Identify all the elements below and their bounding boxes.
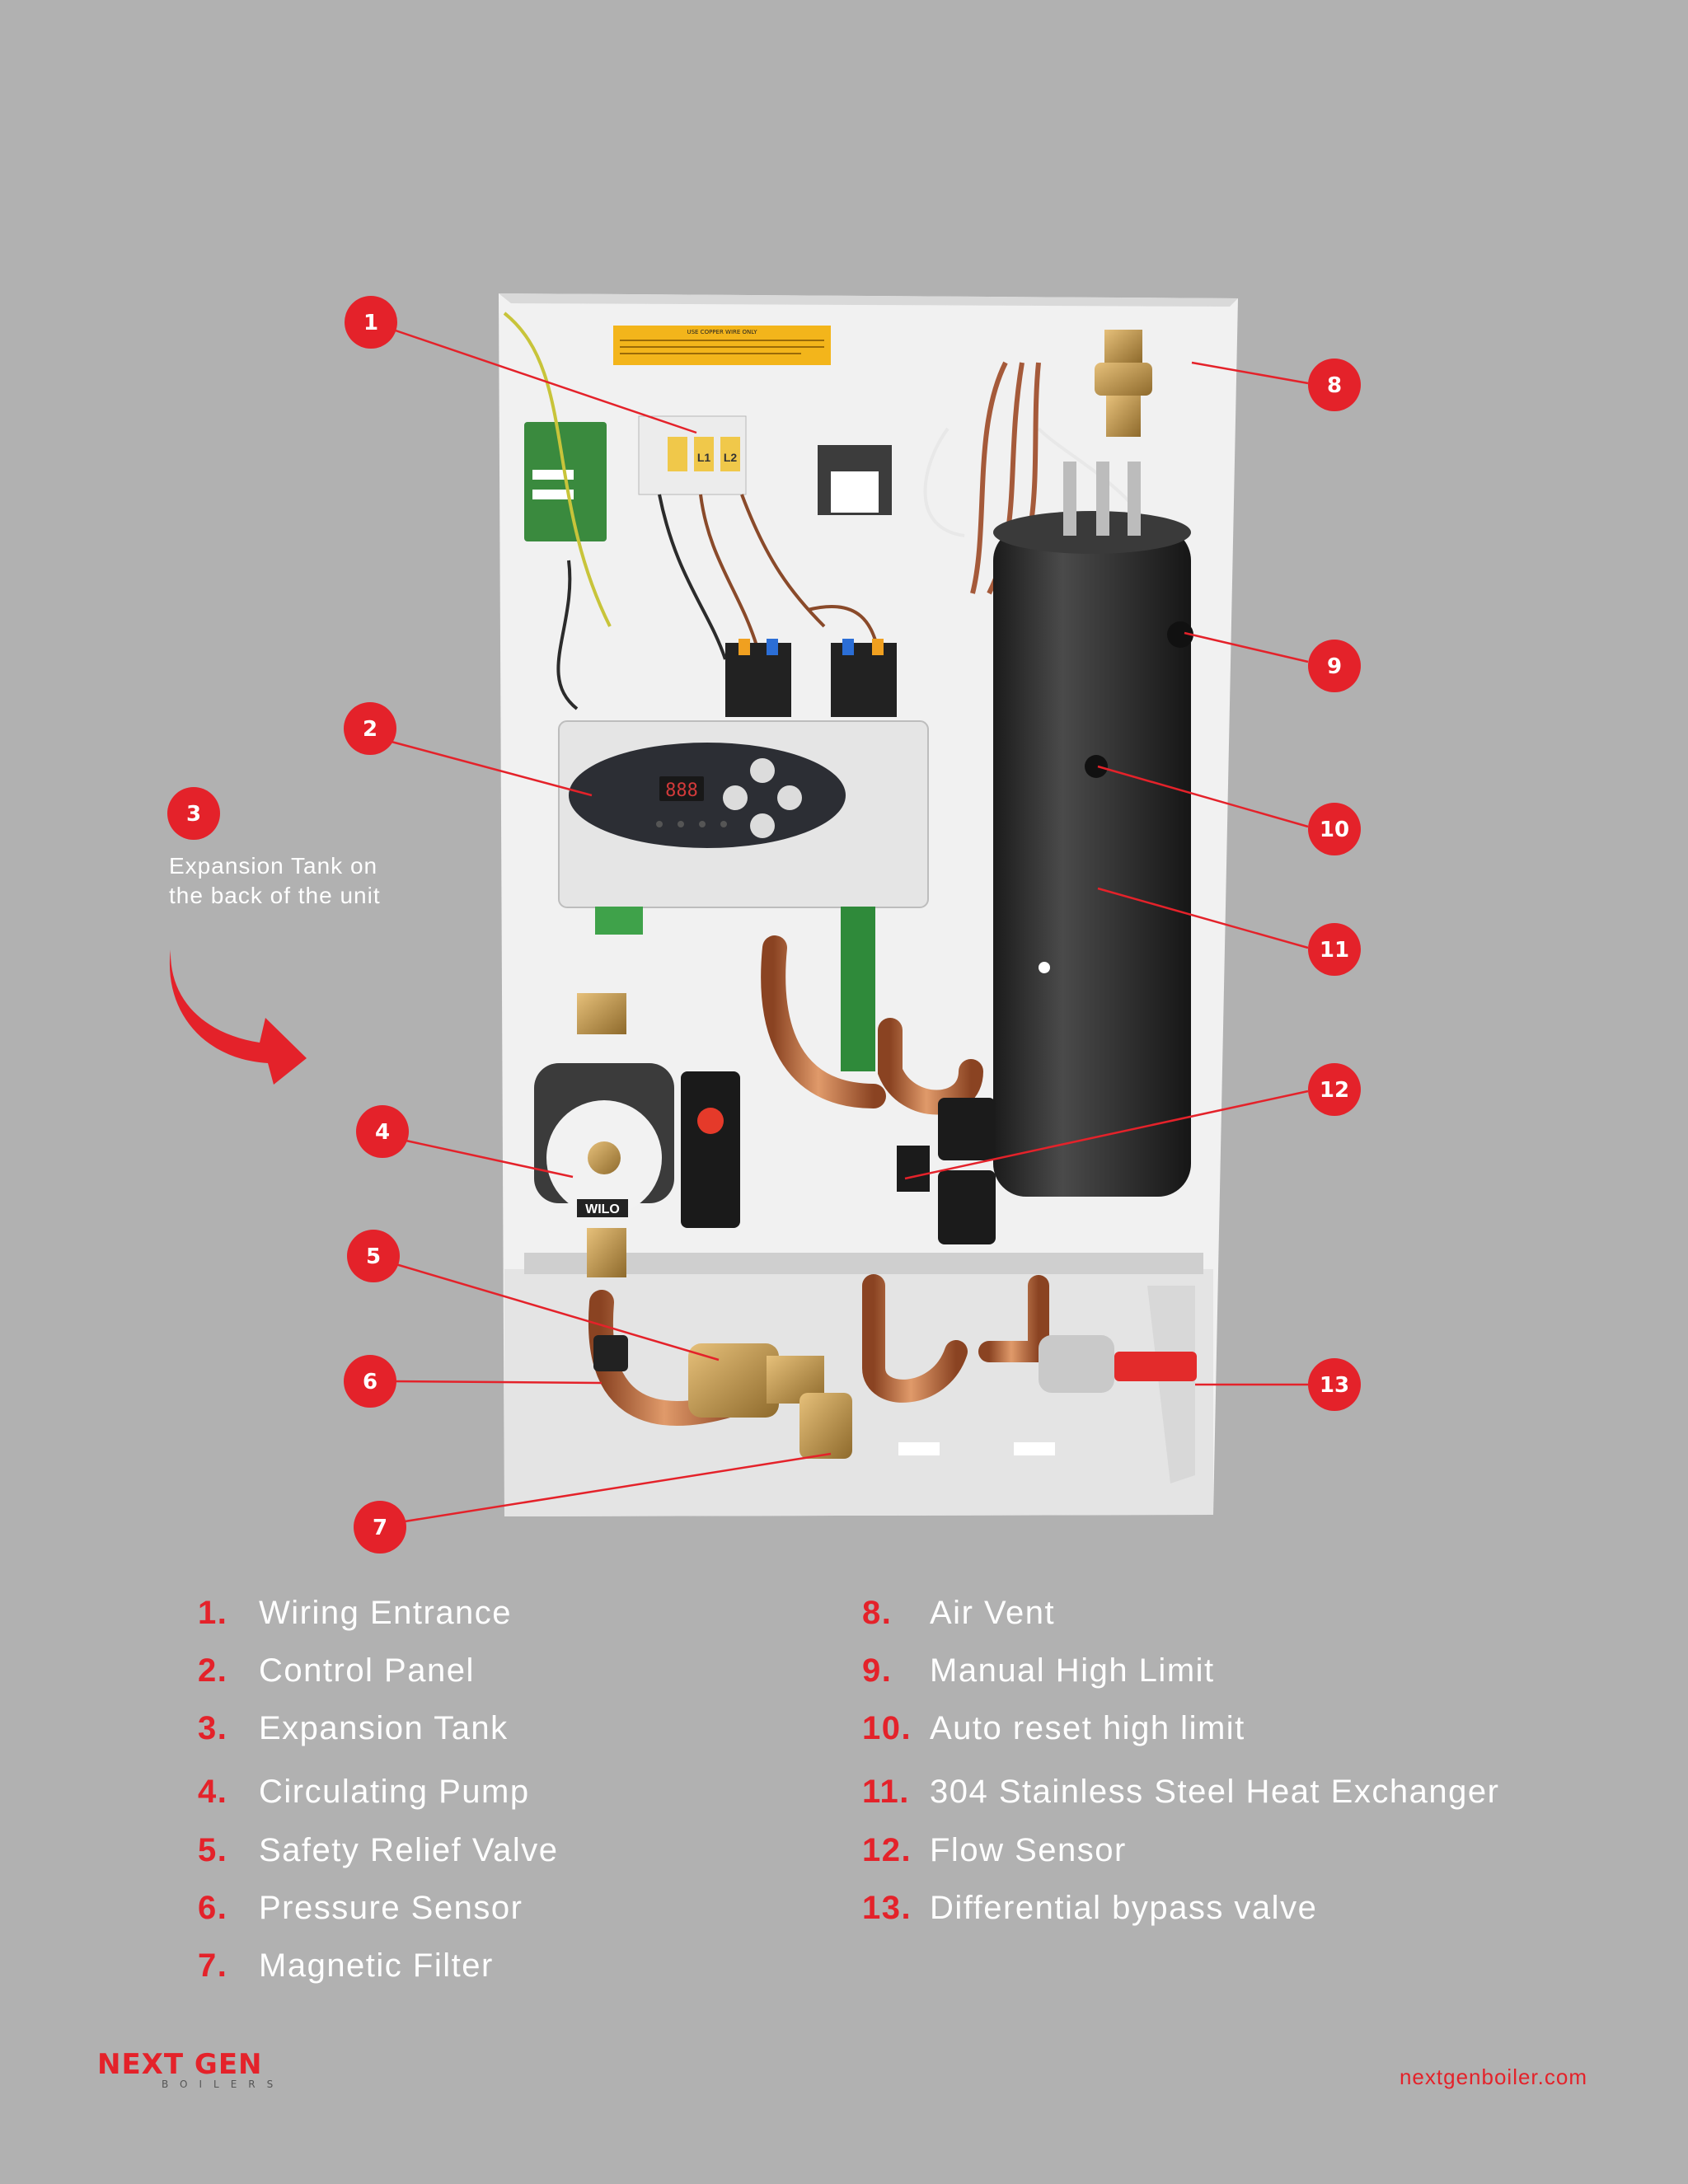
svg-text:11: 11	[1319, 938, 1350, 963]
legend-number: 13.	[862, 1890, 912, 1926]
svg-text:8: 8	[1326, 373, 1343, 398]
svg-text:7: 7	[372, 1516, 388, 1540]
heat-exchanger	[993, 462, 1193, 1197]
legend-item	[198, 1890, 523, 1927]
legend-item	[198, 1947, 494, 1985]
legend-item	[198, 1774, 530, 1811]
legend-number: 10.	[862, 1710, 912, 1746]
website-link[interactable]: nextgenboiler.com	[1399, 2064, 1587, 2089]
brand-tagline: BOILERS	[162, 2079, 285, 2090]
brand-logo	[97, 2050, 284, 2090]
callout-badge-8	[1308, 359, 1361, 411]
svg-text:13: 13	[1319, 1373, 1350, 1398]
legend-item	[862, 1710, 1245, 1747]
legend-number: 11.	[862, 1774, 910, 1810]
legend-number: 4.	[198, 1774, 228, 1810]
legend-label: Auto reset high limit	[930, 1710, 1245, 1746]
pump-brand: WILO	[585, 1202, 620, 1216]
svg-text:6: 6	[362, 1370, 378, 1394]
svg-text:3: 3	[185, 802, 202, 827]
callout-badge-13	[1308, 1358, 1361, 1411]
legend-item	[198, 1595, 512, 1632]
legend-number: 12.	[862, 1832, 912, 1868]
callout-badge-10	[1308, 803, 1361, 855]
callout-badge-1	[345, 296, 397, 349]
callout-badge-12	[1308, 1063, 1361, 1116]
callout-badge-6	[344, 1355, 396, 1408]
legend-label: Control Panel	[259, 1652, 475, 1689]
legend-number: 9.	[862, 1652, 893, 1689]
legend-label: Expansion Tank	[259, 1710, 509, 1746]
legend-label: Differential bypass valve	[930, 1890, 1318, 1926]
callout-badge-3	[167, 787, 220, 840]
expansion-arrow-icon	[170, 949, 307, 1085]
legend-label: Flow Sensor	[930, 1832, 1127, 1868]
callout-badge-2	[344, 702, 396, 755]
legend-item	[862, 1595, 1055, 1632]
control-display: 888	[665, 780, 698, 801]
legend-number: 1.	[198, 1595, 228, 1631]
legend-number: 2.	[198, 1652, 228, 1689]
svg-text:1: 1	[363, 311, 379, 335]
legend-item	[862, 1774, 1499, 1811]
legend-label: Circulating Pump	[259, 1774, 530, 1810]
svg-text:4: 4	[374, 1120, 391, 1145]
svg-text:9: 9	[1326, 654, 1343, 679]
legend-number: 3.	[198, 1710, 228, 1746]
legend-label: Magnetic Filter	[259, 1947, 494, 1984]
legend-number: 5.	[198, 1832, 228, 1868]
legend-item	[198, 1710, 509, 1747]
legend-number: 8.	[862, 1595, 893, 1631]
legend-item	[862, 1890, 1317, 1927]
legend-number: 7.	[198, 1947, 228, 1984]
legend-label: Manual High Limit	[930, 1652, 1215, 1689]
legend-number: 6.	[198, 1890, 228, 1926]
svg-text:10: 10	[1319, 818, 1350, 842]
svg-text:12: 12	[1319, 1078, 1350, 1103]
brand-name: NEXT GEN	[97, 2048, 263, 2081]
callout-badge-4	[356, 1105, 409, 1158]
legend-item	[198, 1832, 558, 1869]
callout-badge-11	[1308, 923, 1361, 976]
legend-label: Wiring Entrance	[259, 1595, 513, 1631]
legend-label: Safety Relief Valve	[259, 1832, 559, 1868]
warning-label	[613, 326, 831, 365]
terminal-label-l2: L2	[723, 451, 738, 464]
svg-text:2: 2	[362, 717, 378, 742]
expansion-tank-note: Expansion Tank on the back of the unit	[169, 853, 381, 908]
terminal-label-l1: L1	[696, 451, 711, 464]
callout-badge-7	[354, 1501, 406, 1554]
legend-item	[862, 1832, 1127, 1869]
legend-label: Air Vent	[930, 1595, 1056, 1631]
callout-badge-5	[347, 1230, 400, 1282]
legend-label: Pressure Sensor	[259, 1890, 523, 1926]
legend-item	[198, 1652, 475, 1690]
legend-item	[862, 1652, 1215, 1690]
warning-title: USE COPPER WIRE ONLY	[687, 329, 757, 335]
callout-badge-9	[1308, 640, 1361, 692]
legend-label: 304 Stainless Steel Heat Exchanger	[930, 1774, 1500, 1810]
svg-text:5: 5	[365, 1244, 382, 1269]
